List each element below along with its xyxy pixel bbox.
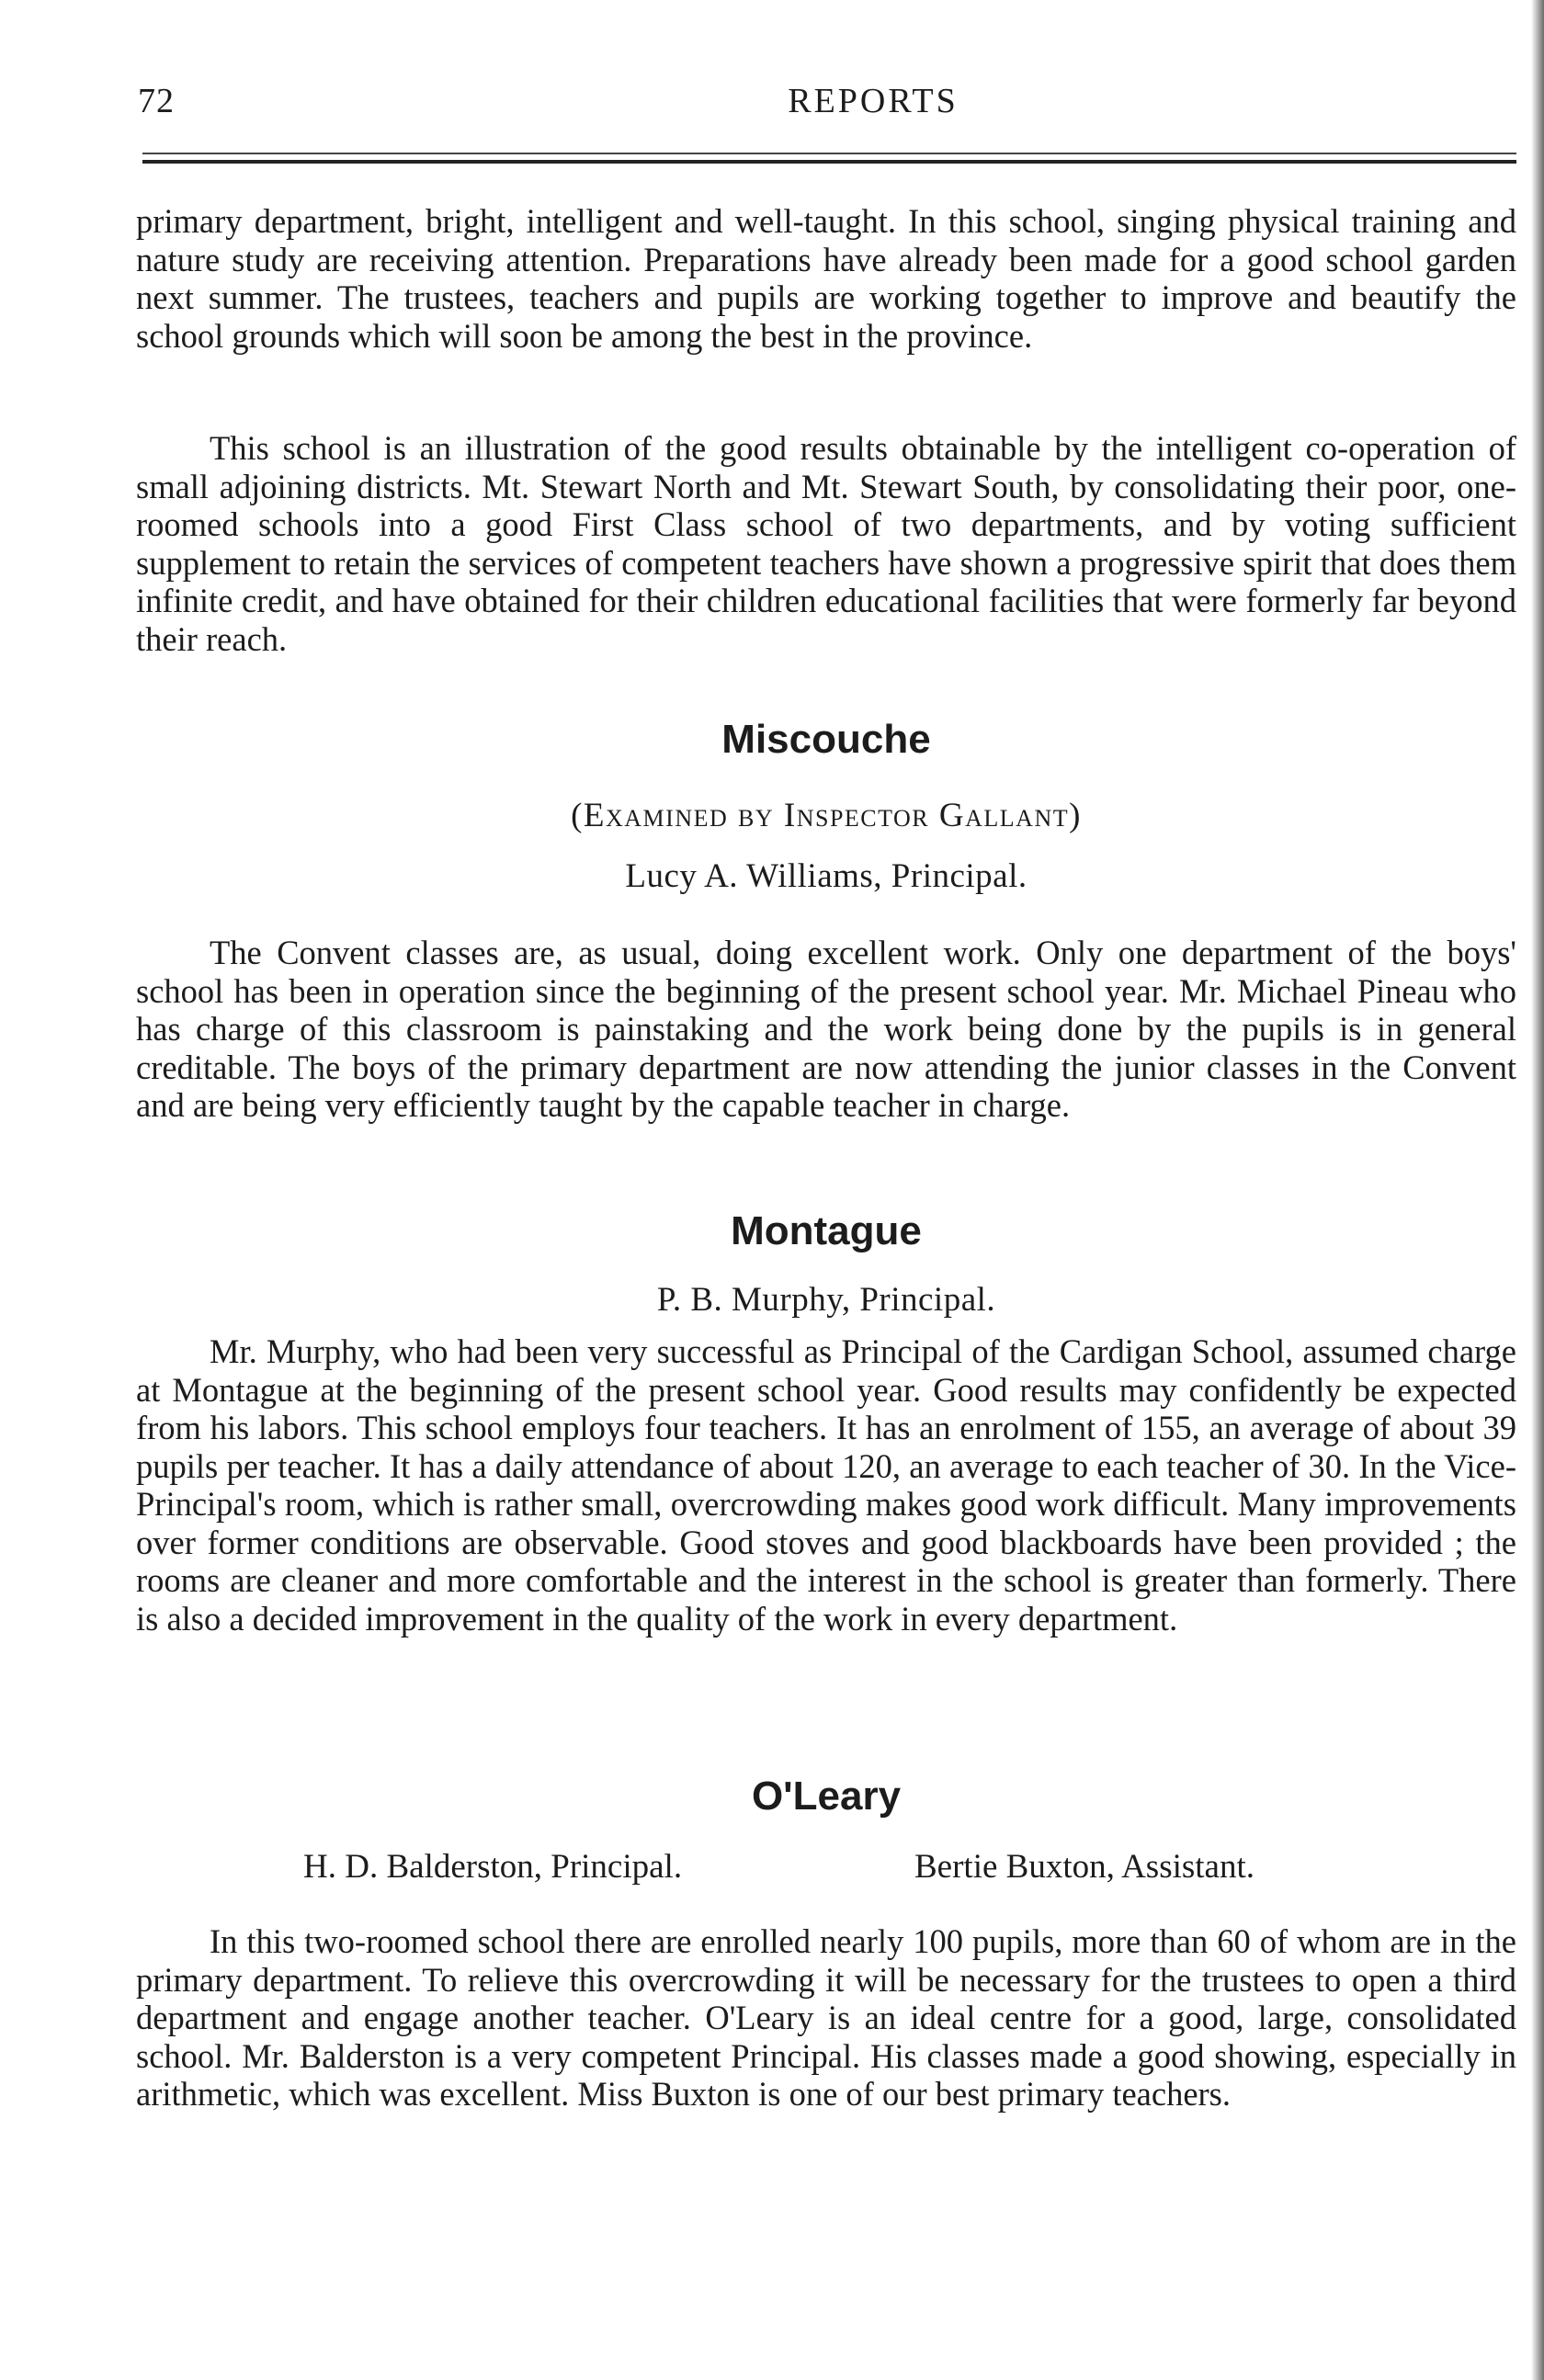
section-heading-oleary: O'Leary — [751, 1774, 902, 1819]
header-rule-thick — [142, 160, 1516, 164]
paragraph-montague: Mr. Murphy, who had been very successful as Principal of the Cardigan School, assumed charge at Montague at the beginning of the present school year. Good results may confidently be expected from his labors. This school employs four teachers. It has an enrolment of 155, an average of about 39 pupils per teacher. It has a daily attendance of about 120, an average to each teacher of 30. In the Vice-Principal's room, which is rather small, overcrowding makes good work difficult. Many improvements over former conditions are observable. Good stoves and good blackboards have been provided ; the rooms are cleaner and more comfortable and the interest in the school is greater than formerly. There is also a decided improvement in the quality of the work in every department. — [136, 1332, 1516, 1638]
principal-line-miscouche: Lucy A. Williams, Principal. — [625, 857, 1027, 895]
examiner-line: (Examined by Inspector Gallant) — [571, 797, 1082, 834]
paragraph-miscouche: The Convent classes are, as usual, doing excellent work. Only one department of the boys' school has been in operation since the beginning of the present school year. Mr. Michael Pineau who has charge of this classroom is painstaking and the work being done by the pupils is in general creditable. The boys of the primary department are now attending the junior classes in the Convent and are being very efficiently taught by the capable teacher in charge. — [136, 934, 1516, 1124]
page-header — [138, 81, 1516, 127]
paragraph-oleary: In this two-roomed school there are enrolled nearly 100 pupils, more than 60 of whom are in the primary department. To relieve this overcrowding it will be necessary for the trustees to open a third department and engage another teacher. O'Leary is an ideal centre for a good, large, consolidated school. Mr. Balderston is a very competent Principal. His classes made a good showing, especially in arithmetic, which was excellent. Miss Buxton is one of our best primary teachers. — [136, 1922, 1516, 2113]
paragraph-mt-stewart: This school is an illustration of the good results obtainable by the intelligent co-operation of small adjoining districts. Mt. Stewart North and Mt. Stewart South, by consolidating their poor, one-roomed schools into a good First Class school of two departments, and by voting sufficient supplement to retain the services of competent teachers have shown a progressive spirit that does them infinite credit, and have obtained for their children educational facilities that were formerly far beyond their reach. — [136, 429, 1516, 658]
assistant-line-oleary: Bertie Buxton, Assistant. — [914, 1848, 1254, 1886]
principal-line-oleary: H. D. Balderston, Principal. — [303, 1848, 683, 1886]
page-number: 72 — [138, 82, 175, 120]
paragraph-continued: primary department, bright, intelligent and well-taught. In this school, singing physical training and nature study are receiving attention. Preparations have already been made for a good school garden next summer. The trustees, teachers and pupils are working together to improve and beautify the school grounds which will soon be among the best in the province. — [136, 202, 1516, 355]
running-title: REPORTS — [788, 82, 959, 120]
page-edge-shadow — [1531, 0, 1544, 2380]
section-heading-montague: Montague — [731, 1208, 922, 1253]
header-rule-thin — [142, 153, 1516, 154]
section-heading-miscouche: Miscouche — [721, 717, 931, 762]
principal-line-montague: P. B. Murphy, Principal. — [656, 1281, 996, 1319]
